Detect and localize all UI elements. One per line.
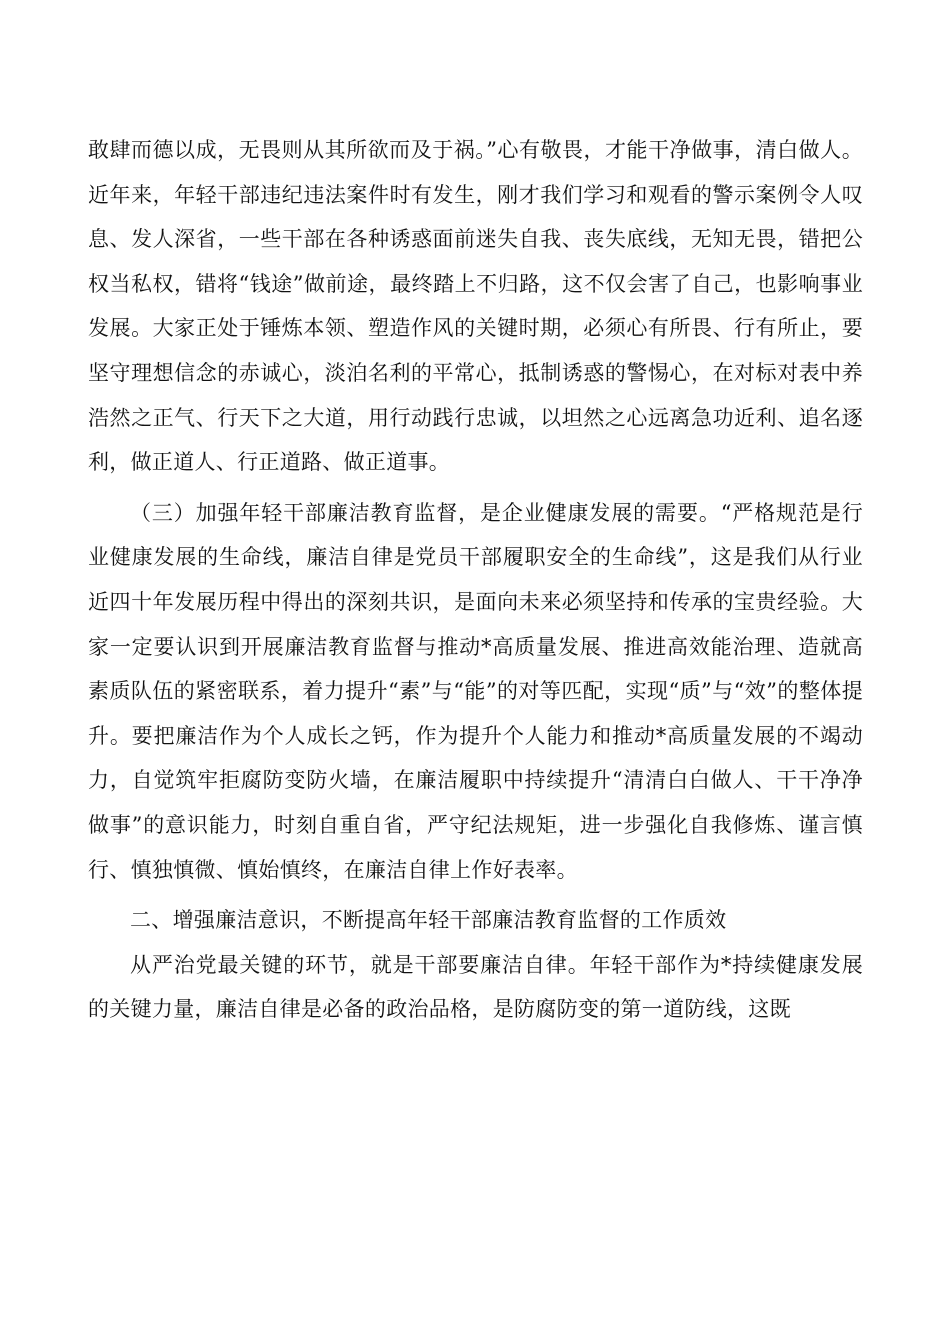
section-heading-two: 二、增强廉洁意识，不断提高年轻干部廉洁教育监督的工作质效 [130,908,727,933]
paragraph-continuation: 敢肆而德以成，无畏则从其所欲而及于祸。”心有敬畏，才能干净做事，清白做人。近年来，年轻干部违纪违法案件时有发生，刚才我们学习和观看的警示案例令人叹息、发人深省，一些干部在各种诱惑面前迷失自我、丧失底线，无知无畏，错把公权当私权，错将“钱途”做前途，最终踏上不归路，这不仅会害了自己，也影响事业发展。大家正处于锤炼本领、塑造作风的关键时期，必须心有所畏、行有所止，要坚守理想信念的赤诚心，淡泊名利的平常心，抵制诱惑的警惕心，在对标对表中养浩然之正气、行天下之大道，用行动践行忠诚，以坦然之心远离急功近利、追名逐利，做正道人、行正道路、做正道事。 [88,138,863,475]
paragraph-strict-governance: 从严治党最关键的环节，就是干部要廉洁自律。年轻干部作为*持续健康发展的关键力量，廉洁自律是必备的政治品格，是防腐防变的第一道防线，这既 [88,952,863,1022]
document-page [88,128,863,1032]
paragraph-section-three: （三）加强年轻干部廉洁教育监督，是企业健康发展的需要。“严格规范是行业健康发展的生命线，廉洁自律是党员干部履职安全的生命线”，这是我们从行业近四十年发展历程中得出的深刻共识，是面向未来必须坚持和传承的宝贵经验。大家一定要认识到开展廉洁教育监督与推动*高质量发展、推进高效能治理、造就高素质队伍的紧密联系，着力提升“素”与“能”的对等匹配，实现“质”与“效”的整体提升。要把廉洁作为个人成长之钙，作为提升个人能力和推动*高质量发展的不竭动力，自觉筑牢拒腐防变防火墙，在廉洁履职中持续提升“清清白白做人、干干净净做事”的意识能力，时刻自重自省，严守纪法规矩，进一步强化自我修炼、谨言慎行、慎独慎微、慎始慎终，在廉洁自律上作好表率。 [88,500,863,882]
